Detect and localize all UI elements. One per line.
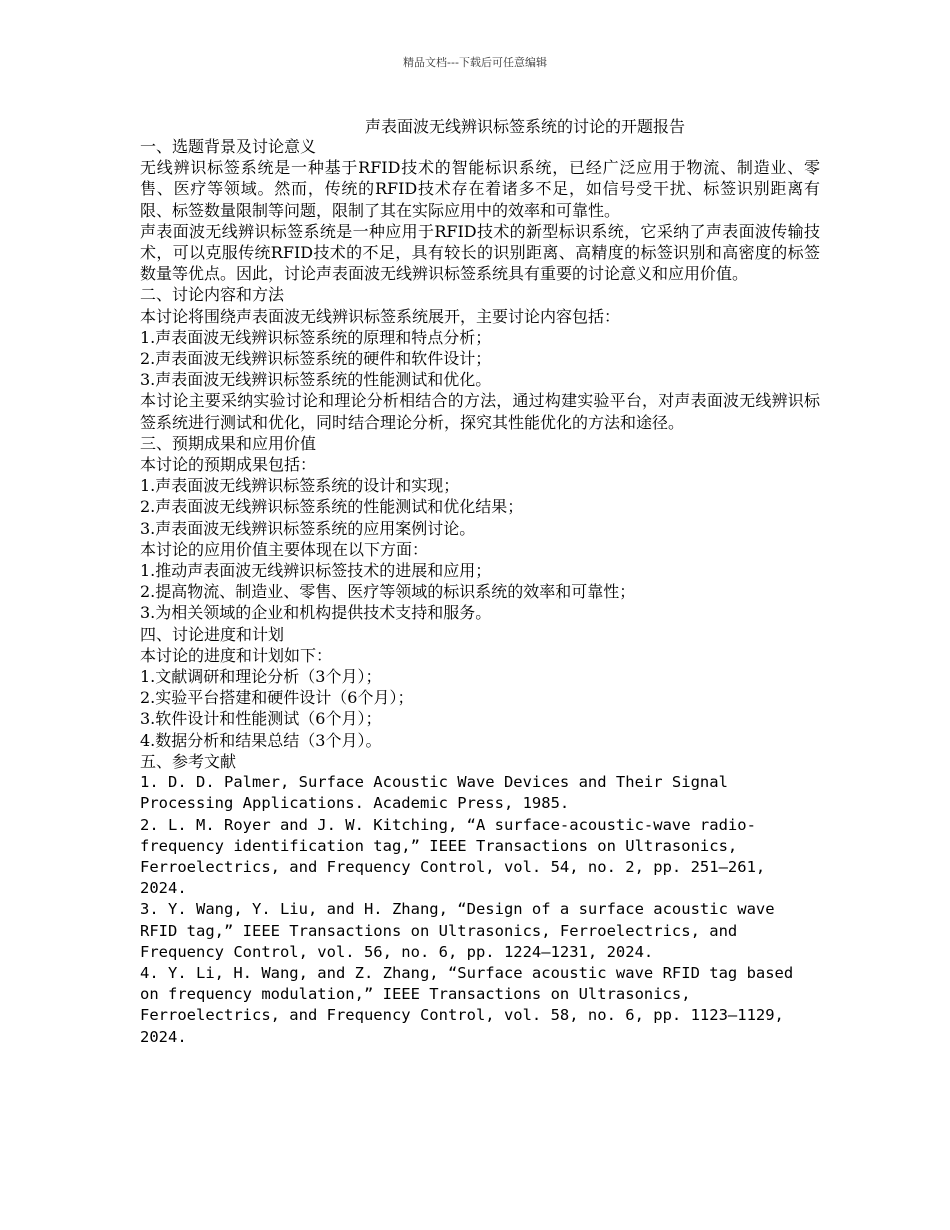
list-item: 2.实验平台搭建和硬件设计（6个月）； <box>140 688 414 708</box>
section-heading-3: 三、预期成果和应用价值 <box>140 433 317 453</box>
document-body <box>140 136 820 1048</box>
paragraph: 声表面波无线辨识标签系统是一种应用于RFID技术的新型标识系统，它采纳了声表面波传输技术，可以克服传统RFID技术的不足，具有较长的识别距离、高精度的标签识别和高密度的标签数量等优点。因此，讨论声表面波无线辨识标签系统具有重要的讨论意义和应用价值。 <box>140 221 820 284</box>
list-item: 1.声表面波无线辨识标签系统的原理和特点分析； <box>140 327 492 347</box>
document-title: 声表面波无线辨识标签系统的讨论的开题报告 <box>365 117 686 136</box>
reference-item: 1. D. D. Palmer, Surface Acoustic Wave Devices and Their Signal Processing Applications. Academic Press, 1985. <box>140 773 738 813</box>
list-item: 2.声表面波无线辨识标签系统的硬件和软件设计； <box>140 349 492 369</box>
list-item: 1.推动声表面波无线辨识标签技术的进展和应用； <box>140 561 492 581</box>
list-item: 3.声表面波无线辨识标签系统的应用案例讨论。 <box>140 518 476 538</box>
list-item: 2.声表面波无线辨识标签系统的性能测试和优化结果； <box>140 497 524 517</box>
paragraph: 本讨论的预期成果包括： <box>140 455 317 475</box>
paragraph: 本讨论将围绕声表面波无线辨识标签系统展开，主要讨论内容包括： <box>140 306 621 326</box>
section-heading-5: 五、参考文献 <box>140 751 237 771</box>
list-item: 3.声表面波无线辨识标签系统的性能测试和优化。 <box>140 370 492 390</box>
page-header: 精品文档---下载后可任意编辑 <box>403 56 547 69</box>
list-item: 1.文献调研和理论分析（3个月）； <box>140 667 382 687</box>
list-item: 1.声表面波无线辨识标签系统的设计和实现； <box>140 476 460 496</box>
list-item: 2.提高物流、制造业、零售、医疗等领域的标识系统的效率和可靠性； <box>140 582 636 602</box>
reference-item: 2. L. M. Royer and J. W. Kitching, “A surface-acoustic-wave radio-frequency identification tag,” IEEE Transactions on Ultrasonics, Ferroelectrics, and Frequency Control, vol. 54, no. 2, pp. 251–261, 2024. <box>140 815 775 898</box>
reference-item: 3. Y. Wang, Y. Liu, and H. Zhang, “Design of a surface acoustic wave RFID tag,” IEEE Transactions on Ultrasonics, Ferroelectrics, and Frequency Control, vol. 56, no. 6, pp. 1224–1231, 2024. <box>140 900 784 961</box>
paragraph: 无线辨识标签系统是一种基于RFID技术的智能标识系统，已经广泛应用于物流、制造业、零售、医疗等领域。然而，传统的RFID技术存在着诸多不足，如信号受干扰、标签识别距离有限、标签数量限制等问题，限制了其在实际应用中的效率和可靠性。 <box>140 158 820 220</box>
paragraph: 本讨论主要采纳实验讨论和理论分析相结合的方法，通过构建实验平台，对声表面波无线辨识标签系统进行测试和优化，同时结合理论分析，探究其性能优化的方法和途径。 <box>140 391 820 432</box>
section-heading-1: 一、选题背景及讨论意义 <box>140 137 317 156</box>
section-heading-2: 二、讨论内容和方法 <box>140 285 285 305</box>
reference-list <box>140 772 820 1048</box>
section-heading-4: 四、讨论进度和计划 <box>140 624 285 644</box>
list-item: 3.为相关领域的企业和机构提供技术支持和服务。 <box>140 603 492 623</box>
paragraph: 本讨论的应用价值主要体现在以下方面： <box>140 539 429 559</box>
list-item: 4.数据分析和结果总结（3个月）。 <box>140 730 382 750</box>
list-item: 3.软件设计和性能测试（6个月）； <box>140 709 382 729</box>
reference-item: 4. Y. Li, H. Wang, and Z. Zhang, “Surface acoustic wave RFID tag based on frequency modulation,” IEEE Transactions on Ultrasonics, Ferroelectrics, and Frequency Control, vol. 58, no. 6, pp. 1123–1129, 2024. <box>140 963 803 1046</box>
paragraph: 本讨论的进度和计划如下： <box>140 645 333 665</box>
